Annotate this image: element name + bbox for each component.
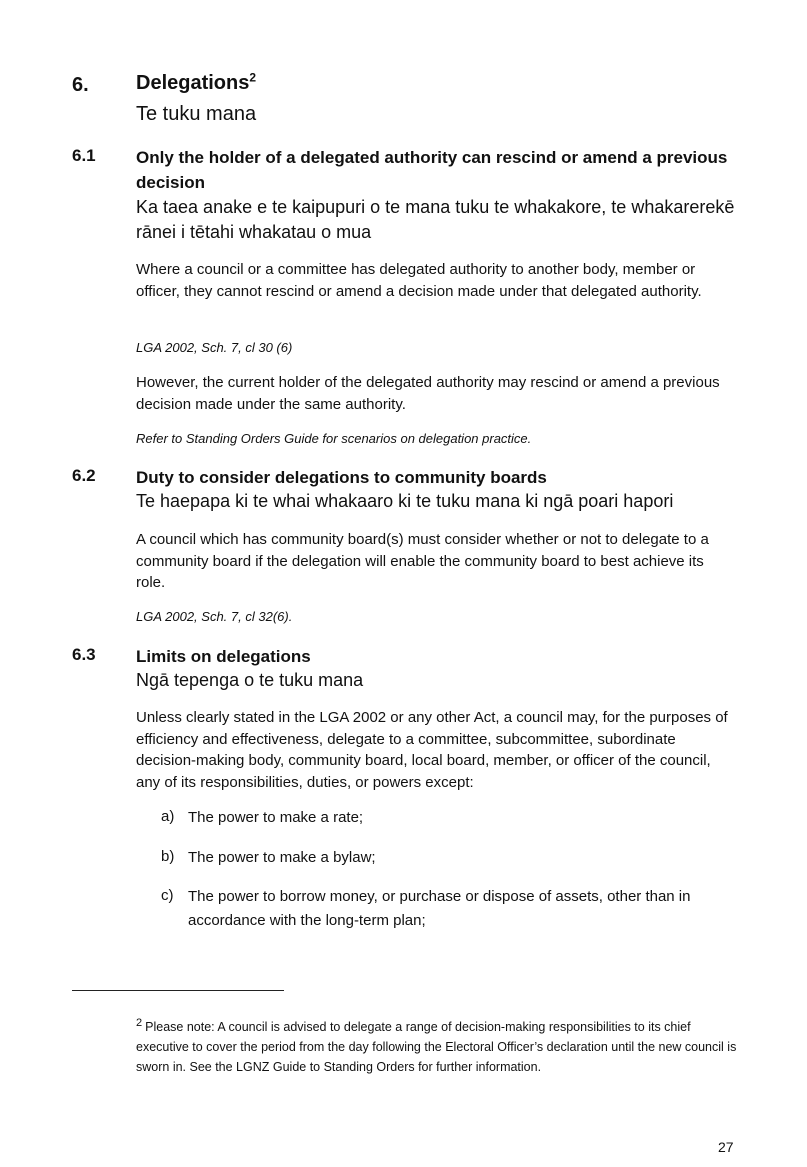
citation: LGA 2002, Sch. 7, cl 32(6).: [136, 609, 293, 624]
list-item-marker: b): [161, 848, 175, 865]
subsection-title-6-1: Only the holder of a delegated authority can rescind or amend a previous decision: [136, 148, 728, 192]
page-number: 27: [718, 1139, 734, 1155]
subsection-number-6-3: 6.3: [72, 645, 96, 664]
section-title-text: Delegations: [136, 72, 250, 94]
subsection-subtitle-6-3: Ngā tepenga o te tuku mana: [136, 670, 364, 690]
subsection-number-6-2: 6.2: [72, 466, 96, 485]
list-item: The power to make a rate;: [188, 809, 364, 826]
subsection-title-6-3: Limits on delegations: [136, 647, 311, 666]
list-item-marker: c): [161, 887, 174, 904]
subsection-subtitle-6-2: Te haepapa ki te whai whakaaro ki te tuku mana ki ngā poari hapori: [136, 491, 674, 511]
section-subtitle: Te tuku mana: [136, 103, 257, 125]
subsection-title-6-2: Duty to consider delegations to community boards: [136, 468, 547, 487]
list-item: The power to borrow money, or purchase or dispose of assets, other than in accordance with the long-term plan;: [188, 888, 691, 929]
list-item-marker: a): [161, 808, 175, 825]
citation: LGA 2002, Sch. 7, cl 30 (6): [136, 340, 293, 355]
subsection-number-6-1: 6.1: [72, 146, 96, 165]
subsection-subtitle-6-1: Ka taea anake e te kaipupuri o te mana tuku te whakakore, te whakarerekē rānei i tētahi whakatau o mua: [136, 197, 735, 242]
list-item: The power to make a bylaw;: [188, 849, 376, 866]
footnote-reference[interactable]: 2: [249, 70, 257, 85]
footnote-separator: [72, 990, 284, 991]
footnote-marker: 2: [136, 1016, 143, 1029]
paragraph: Where a council or a committee has delegated authority to another body, member or officer, they cannot rescind or amend a decision made under that delegated authority.: [136, 261, 702, 300]
paragraph: A council which has community board(s) must consider whether or not to delegate to a community board if the delegation will enable the community board to best achieve its role.: [136, 531, 709, 591]
section-number: 6.: [72, 74, 89, 96]
paragraph: However, the current holder of the delegated authority may rescind or amend a previous decision made under the same authority.: [136, 374, 720, 413]
section-title: [136, 72, 256, 95]
paragraph: Unless clearly stated in the LGA 2002 or any other Act, a council may, for the purposes of efficiency and effectiveness, delegate to a committee, subcommittee, subordinate decision-making body, community board, local board, member, or officer of the council, any of its responsibilities, duties, or powers except:: [136, 709, 728, 791]
footnote: [136, 1017, 746, 1077]
footnote-text: Please note: A council is advised to delegate a range of decision-making responsibilities to its chief executive to cover the period from the day following the Electoral Officer’s declaration until the new council is sworn in. See the LGNZ Guide to Standing Orders for further information.: [136, 1020, 737, 1074]
citation: Refer to Standing Orders Guide for scenarios on delegation practice.: [136, 431, 532, 446]
